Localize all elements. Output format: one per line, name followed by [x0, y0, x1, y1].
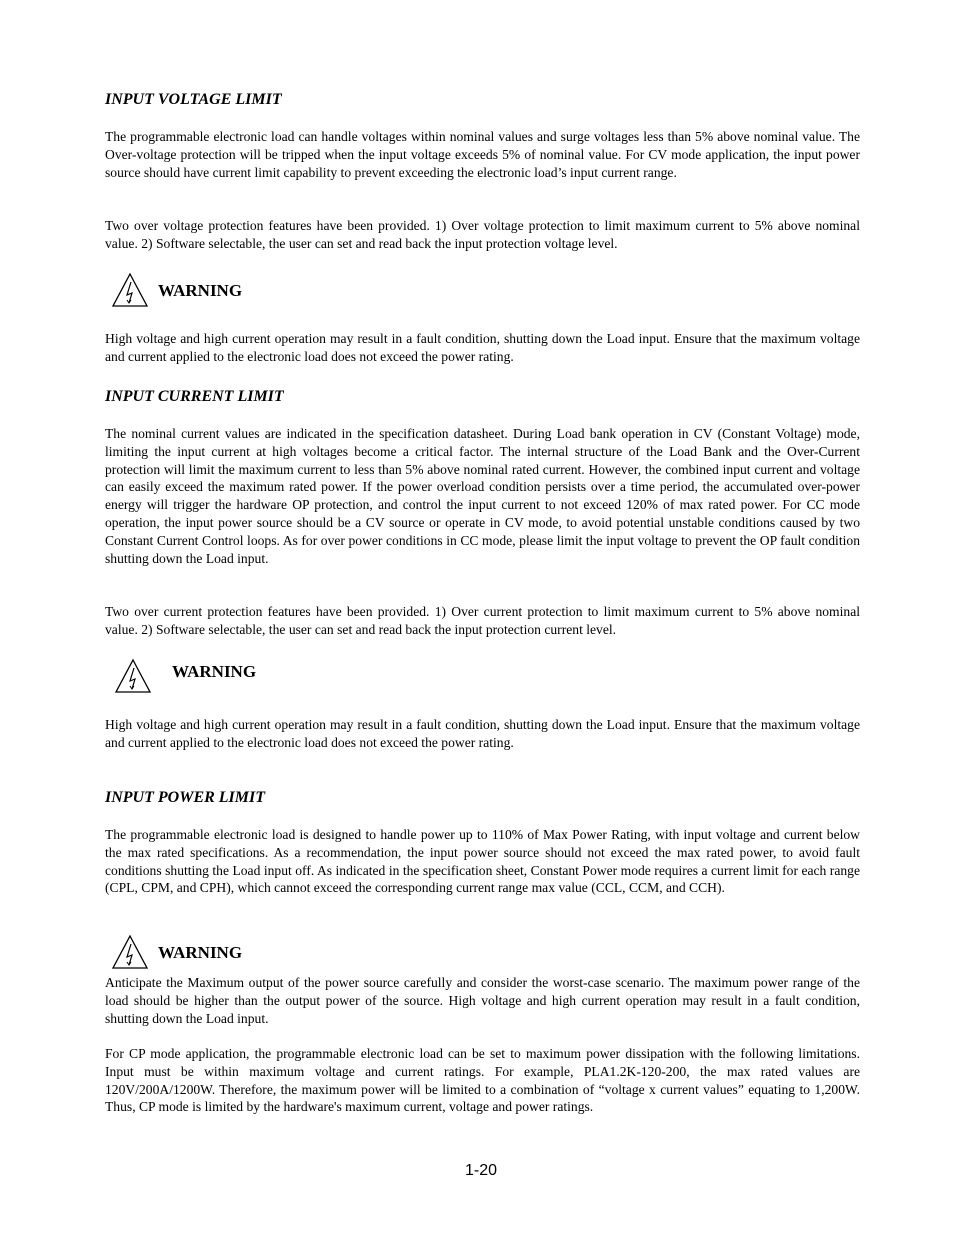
warning-text: High voltage and high current operation may result in a fault condition, shutting down the Load input. Ensure that the maximum voltage and current applied to the electronic load does not exceed the power rating.	[105, 717, 860, 750]
paragraph: Two over current protection features have been provided. 1) Over current protection to limit maximum current to 5% above nominal value. 2) Software selectable, the user can set and read back the input protection current level.	[105, 604, 860, 637]
warning-text: Anticipate the Maximum output of the power source carefully and consider the worst-case scenario. The maximum power range of the load should be higher than the output power of the source. High voltage and high current operation may result in a fault condition, shutting down the Load input.	[105, 975, 860, 1026]
paragraph: For CP mode application, the programmable electronic load can be set to maximum power dissipation with the following limitations. Input must be within maximum voltage and current ratings. For example, PLA1.2K-120-200, the max rated values are 120V/200A/1200W. Therefore, the maximum power will be limited to a combination of “voltage x current values” equating to 1,200W. Thus, CP mode is limited by the hardware's maximum current, voltage and power ratings.	[105, 1046, 860, 1115]
paragraph: The programmable electronic load is designed to handle power up to 110% of Max Power Rating, with input voltage and current below the max rated specifications. As a recommendation, the input power source should not exceed the max rated power, to avoid fault conditions shutting the Load input off. As indicated in the specification sheet, Constant Power mode requires a current limit for each range (CPL, CPM, and CPH), which cannot exceed the corresponding current range max value (CCL, CCM, and CCH).	[105, 827, 860, 896]
section-heading-input-current-limit: INPUT CURRENT LIMIT	[105, 388, 284, 405]
paragraph: Two over voltage protection features have been provided. 1) Over voltage protection to limit maximum current to 5% above nominal value. 2) Software selectable, the user can set and read back the input protection voltage level.	[105, 218, 860, 251]
section-heading-input-power-limit: INPUT POWER LIMIT	[105, 789, 266, 806]
high-voltage-warning-icon	[111, 272, 149, 308]
paragraph: The nominal current values are indicated in the specification datasheet. During Load bank operation in CV (Constant Voltage) mode, limiting the input current at high voltages become a critical factor. The internal structure of the Load Bank and the Over-Current protection will limit the maximum current to less than 5% above nominal rated current. However, the combined input current and voltage can easily exceed the maximum rated power. If the power overload condition persists over a time period, the accumulated over-power energy will trigger the hardware OP protection, and control the input current to not exceed 120% of max rated power. For CC mode operation, the input power source should be a CV source or operate in CV mode, to avoid potential unstable conditions caused by two Constant Current Control loops. As for over power conditions in CC mode, please limit the input voltage to prevent the OP fault condition shutting down the Load input.	[105, 426, 860, 566]
section-heading-input-voltage-limit: INPUT VOLTAGE LIMIT	[105, 91, 282, 108]
paragraph: The programmable electronic load can handle voltages within nominal values and surge voltages less than 5% above nominal value. The Over-voltage protection will be tripped when the input voltage exceeds 5% of nominal value. For CV mode application, the input power source should have current limit capability to prevent exceeding the electronic load’s input current range.	[105, 129, 860, 180]
warning-label: WARNING	[172, 662, 257, 681]
high-voltage-warning-icon	[114, 658, 152, 694]
warning-label: WARNING	[158, 943, 243, 962]
warning-label: WARNING	[158, 281, 243, 300]
page-number: 1-20	[465, 1162, 498, 1179]
high-voltage-warning-icon	[111, 934, 149, 970]
warning-text: High voltage and high current operation may result in a fault condition, shutting down the Load input. Ensure that the maximum voltage and current applied to the electronic load does not exceed the power rating.	[105, 331, 860, 364]
